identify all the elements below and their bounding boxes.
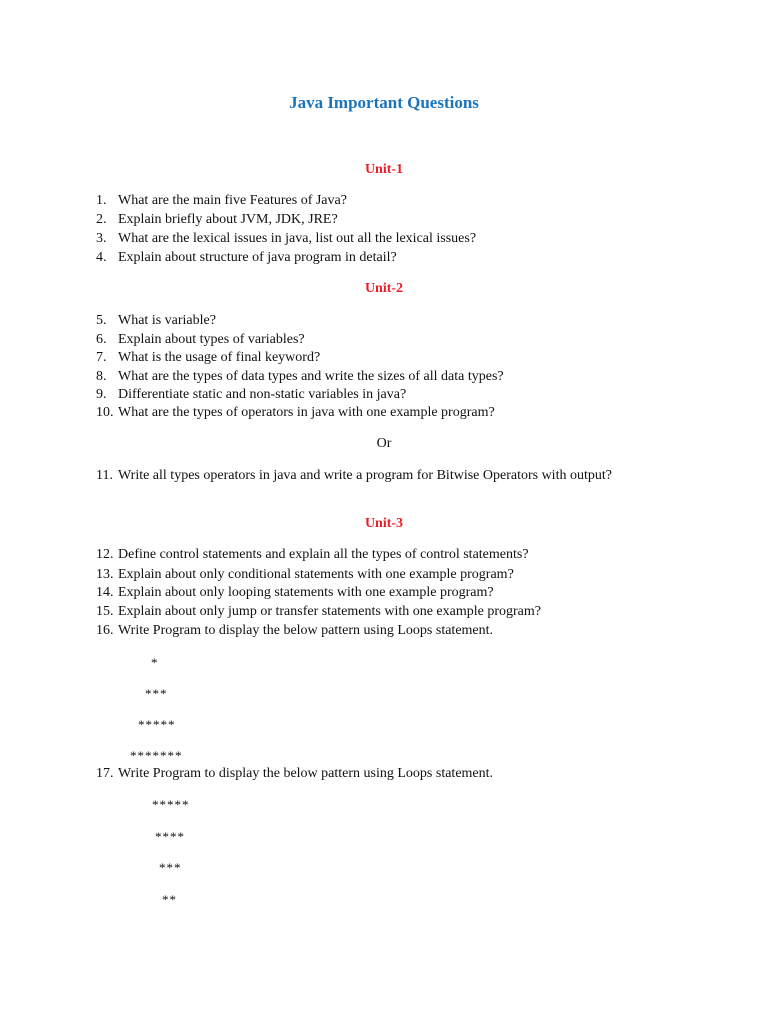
question-number: 8.: [96, 369, 107, 384]
question-10: [96, 404, 495, 422]
question-12: [96, 546, 529, 564]
question-number: 1.: [96, 193, 107, 208]
question-text: What are the main five Features of Java?: [118, 193, 347, 208]
question-number: 4.: [96, 250, 107, 265]
question-number: 13.: [96, 567, 114, 582]
question-9: [96, 386, 406, 404]
question-text: What are the types of operators in java with one example program?: [118, 405, 495, 420]
or-separator: Or: [376, 436, 392, 451]
question-text: Differentiate static and non-static variables in java?: [118, 387, 407, 402]
pattern-2-row-1: *****: [152, 797, 190, 812]
question-17: [96, 765, 493, 783]
question-number: 2.: [96, 212, 107, 227]
page-title: Java Important Questions: [289, 93, 479, 112]
pattern-2-row-2: ****: [155, 829, 185, 844]
question-15: [96, 603, 541, 621]
question-text: What is the usage of final keyword?: [118, 350, 321, 365]
pattern-1-row-4: *******: [130, 748, 183, 763]
question-text: What are the types of data types and write the sizes of all data types?: [118, 369, 504, 384]
question-number: 12.: [96, 547, 114, 562]
pattern-1-row-3: *****: [138, 717, 176, 732]
question-6: [96, 331, 305, 349]
question-13: [96, 566, 514, 584]
question-4: [96, 249, 397, 267]
question-number: 5.: [96, 313, 107, 328]
question-number: 9.: [96, 387, 107, 402]
question-number: 11.: [96, 468, 113, 483]
question-number: 6.: [96, 332, 107, 347]
pattern-1-row-1: *: [151, 655, 159, 670]
unit-3-heading: Unit-3: [364, 516, 404, 531]
question-number: 15.: [96, 604, 114, 619]
question-text: Explain about structure of java program in detail?: [118, 250, 397, 265]
question-3: [96, 230, 476, 248]
pattern-2-row-4: **: [162, 892, 177, 907]
question-text: Write Program to display the below pattern using Loops statement.: [118, 623, 494, 638]
unit-2-heading: Unit-2: [364, 281, 404, 296]
question-number: 16.: [96, 623, 114, 638]
question-number: 10.: [96, 405, 114, 420]
pattern-2-row-3: ***: [159, 860, 182, 875]
question-text: Explain briefly about JVM, JDK, JRE?: [118, 212, 338, 227]
question-16: [96, 622, 493, 640]
question-text: Write Program to display the below pattern using Loops statement.: [118, 766, 494, 781]
question-text: Write all types operators in java and write a program for Bitwise Operators with output?: [118, 468, 612, 483]
question-number: 14.: [96, 585, 114, 600]
question-text: Explain about only looping statements with one example program?: [118, 585, 494, 600]
question-text: What are the lexical issues in java, list out all the lexical issues?: [118, 231, 477, 246]
question-number: 17.: [96, 766, 114, 781]
question-2: [96, 211, 338, 229]
question-text: Explain about only jump or transfer statements with one example program?: [118, 604, 541, 619]
question-number: 7.: [96, 350, 107, 365]
unit-1-heading: Unit-1: [364, 162, 404, 177]
question-text: Explain about only conditional statements with one example program?: [118, 567, 514, 582]
question-text: What is variable?: [118, 313, 216, 328]
question-1: [96, 192, 347, 210]
question-7: [96, 349, 320, 367]
question-5: [96, 312, 216, 330]
question-text: Explain about types of variables?: [118, 332, 305, 347]
question-text: Define control statements and explain all the types of control statements?: [118, 547, 529, 562]
question-8: [96, 368, 504, 386]
question-number: 3.: [96, 231, 107, 246]
question-11: [96, 467, 612, 485]
pattern-1-row-2: ***: [145, 686, 168, 701]
question-14: [96, 584, 494, 602]
